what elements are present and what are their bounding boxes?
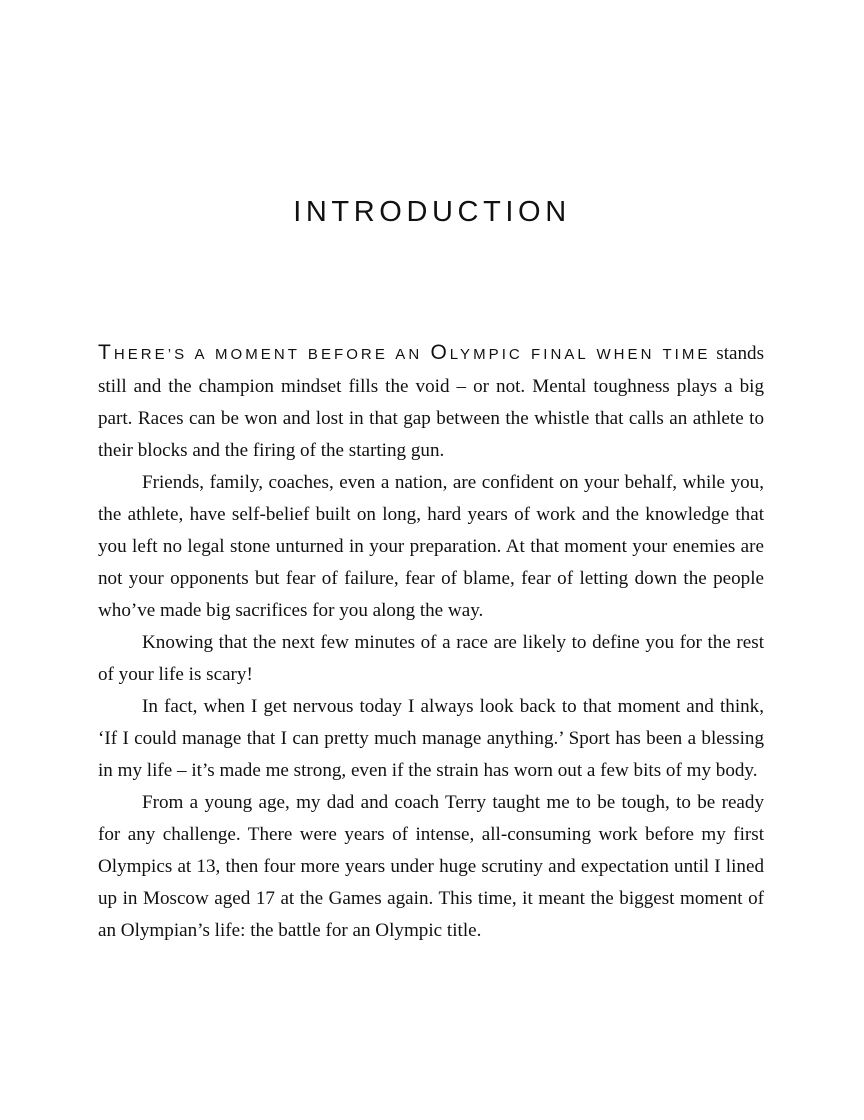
paragraph-4: In fact, when I get nervous today I always look back to that moment and think, ‘If I could manage that I can pretty much manage anything.’ Sport has been a blessing in my life – it’s made me strong, even if the strain has worn out a few bits of my body. [98,696,764,781]
paragraph-2: Friends, family, coaches, even a nation, are confident on your behalf, while you, the athlete, have self-belief built on long, hard years of work and the knowledge that you left no legal stone unturned in your preparation. At that moment your enemies are not your opponents but fear of failure, fear of blame, fear of letting down the people who’ve made big sacrifices for you along the way. [98,472,764,621]
lead-in-part-2: LYMPIC FINAL WHEN TIME [449,346,711,363]
chapter-body [98,337,764,947]
paragraph-5: From a young age, my dad and coach Terry taught me to be tough, to be ready for any challenge. There were years of intense, all-consuming work before my first Olympics at 13, then four more years under huge scrutiny and expectation until I lined up in Moscow aged 17 at the Games again. This time, it meant the biggest moment of an Olympian’s life: the battle for an Olympic title. [98,792,764,941]
lead-in-cap-1: T [98,341,114,364]
paragraph-1 [98,337,764,467]
lead-in-part-1: HERE’S A MOMENT BEFORE AN [113,346,431,363]
lead-in-small-caps [98,341,711,364]
paragraph-3: Knowing that the next few minutes of a race are likely to define you for the rest of your life is scary! [98,632,764,685]
lead-in-cap-2: O [430,341,450,364]
chapter-title: INTRODUCTION [293,196,571,228]
paragraph-1-text: stands still and the champion mindset fills the void – or not. Mental toughness plays a big part. Races can be won and lost in that gap between the whistle that calls an athlete to their blocks and the firing of the starting gun. [98,343,764,461]
